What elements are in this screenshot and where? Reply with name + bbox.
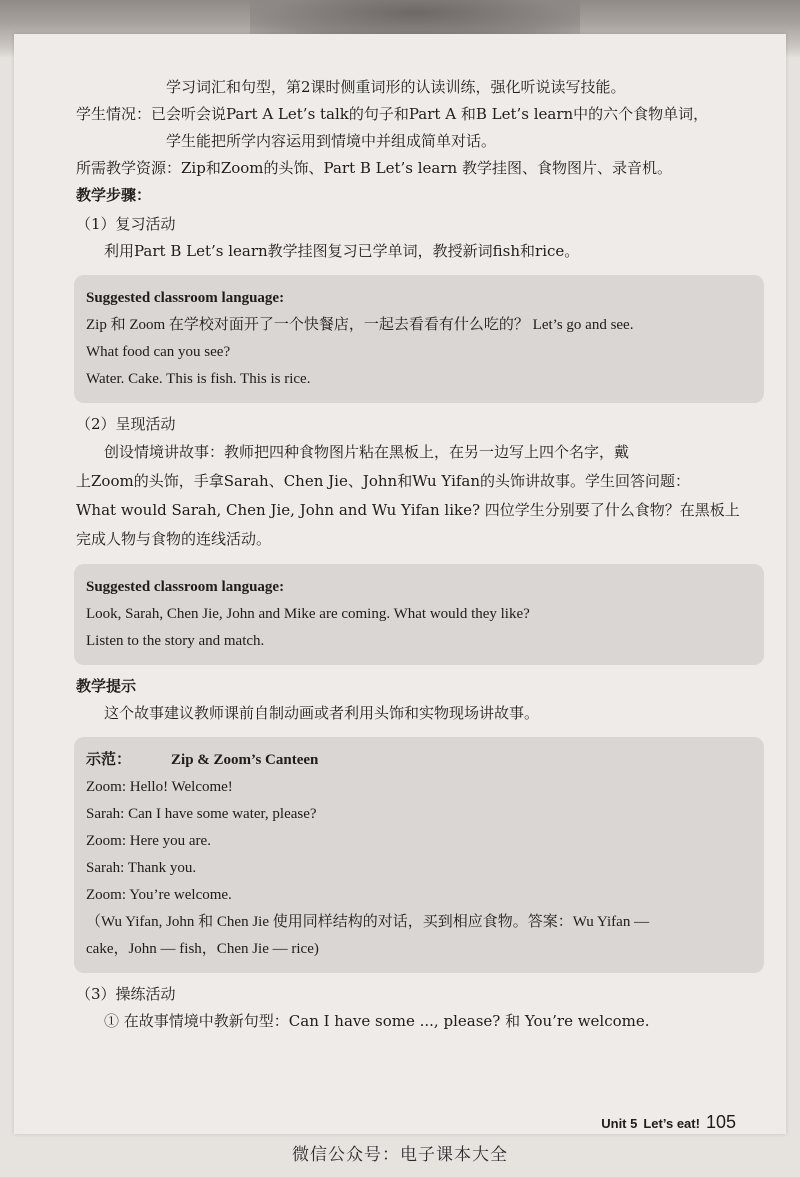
dialogue-line: Sarah: Thank you.: [86, 860, 197, 876]
paragraph: [76, 438, 766, 554]
text-line: 学生情况：已会听会说Part A Let’s talk的句子和Part A 和B Let’s learn中的六个食物单词，: [76, 105, 709, 123]
text-line: 学生能把所学内容运用到情境中并组成简单对话。: [166, 132, 497, 150]
demo-box: [74, 737, 764, 973]
box-line: Zip 和 Zoom 在学校对面开了一个快餐店，一起去看看有什么吃的？ Let’s go and see.: [86, 317, 634, 333]
box-line: Water. Cake. This is fish. This is rice.: [86, 371, 311, 387]
tip-title: 教学提示: [76, 677, 137, 695]
page-content: [76, 74, 766, 1035]
text-line: What would Sarah, Chen Jie, John and Wu Yifan like? 四位学生分别要了什么食物？在黑板上: [76, 501, 740, 519]
text-line: ① 在故事情境中教新句型：Can I have some ..., please? 和 You’re welcome.: [104, 1012, 650, 1030]
dialogue-line: Zoom: Here you are.: [86, 833, 211, 849]
dialogue-note: cake，John — fish，Chen Jie — rice): [86, 941, 319, 957]
box-heading: Suggested classroom language:: [86, 290, 285, 306]
step-title: （1）复习活动: [76, 215, 176, 233]
text-line: 所需教学资源：Zip和Zoom的头饰、Part B Let’s learn 教学挂图、食物图片、录音机。: [76, 159, 672, 177]
section-heading: 教学步骤：: [76, 186, 152, 204]
box-line: Look, Sarah, Chen Jie, John and Mike are coming. What would they like?: [86, 606, 530, 622]
demo-title-row: [86, 747, 750, 774]
box-heading: Suggested classroom language:: [86, 579, 285, 595]
footer-title: Let’s eat!: [643, 1116, 700, 1131]
demo-title: Zip & Zoom’s Canteen: [171, 752, 319, 768]
watermark-text: 微信公众号：电子课本大全: [292, 1145, 508, 1165]
step-title: （2）呈现活动: [76, 415, 176, 433]
page-footer: [601, 1112, 736, 1133]
text-line: 完成人物与食物的连线活动。: [76, 530, 272, 548]
text-line: 创设情境讲故事：教师把四种食物图片粘在黑板上，在另一边写上四个名字，戴: [104, 443, 630, 461]
box-line: What food can you see?: [86, 344, 231, 360]
demo-label: 示范：: [86, 752, 132, 768]
dialogue-line: Zoom: Hello! Welcome!: [86, 779, 233, 795]
step-title: （3）操练活动: [76, 985, 176, 1003]
dialogue-line: Zoom: You’re welcome.: [86, 887, 232, 903]
page-number: 105: [705, 1112, 736, 1132]
text-line: 利用Part B Let’s learn教学挂图复习已学单词，教授新词fish和rice。: [104, 242, 580, 260]
dialogue-line: Sarah: Can I have some water, please?: [86, 806, 317, 822]
footer-unit: Unit 5: [601, 1116, 638, 1131]
text-line: 学习词汇和句型，第2课时侧重词形的认读训练，强化听说读写技能。: [166, 78, 626, 96]
dialogue-note: （Wu Yifan, John 和 Chen Jie 使用同样结构的对话，买到相应食物。答案：Wu Yifan —: [86, 914, 650, 930]
classroom-language-box: [74, 275, 764, 403]
box-line: Listen to the story and match.: [86, 633, 265, 649]
text-line: 这个故事建议教师课前自制动画或者利用头饰和实物现场讲故事。: [104, 704, 540, 722]
book-page: [14, 34, 786, 1134]
text-line: 上Zoom的头饰，手拿Sarah、Chen Jie、John和Wu Yifan的头饰讲故事。学生回答问题：: [76, 472, 691, 490]
classroom-language-box: [74, 564, 764, 665]
